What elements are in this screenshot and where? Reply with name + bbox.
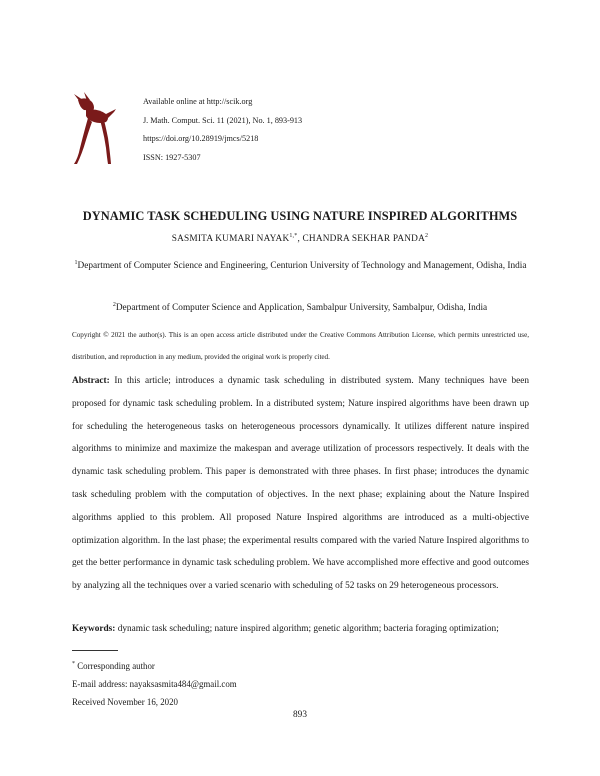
doi-link[interactable]: https://doi.org/10.28919/jmcs/5218 [143, 134, 259, 144]
keywords-label: Keywords: [72, 624, 116, 634]
footnotes [72, 657, 237, 711]
footnote-star: * [72, 661, 75, 668]
author-1-superscript: 1,* [289, 232, 298, 239]
issn: ISSN: 1927-5307 [143, 153, 201, 163]
author-line [0, 234, 600, 244]
paper-title: DYNAMIC TASK SCHEDULING USING NATURE INSPIRED ALGORITHMS [82, 209, 518, 223]
journal-meta [143, 93, 302, 168]
author-1: SASMITA KUMARI NAYAK [171, 234, 290, 244]
abstract-text: In this article; introduces a dynamic task scheduling in distributed system. Many techniques have been proposed for dynamic task scheduling problem. In a distributed system; Nature inspired algorithms have been drawn up for scheduling the heterogeneous tasks on heterogeneous processors dynamically. It utilizes different nature inspired algorithms to minimize and maximize the makespan and average utilization of processors respectively. It deals with the dynamic task scheduling problem. This paper is demonstrated with three phases. In first phase; introduces the dynamic task scheduling problem with the computation of objectives. In the next phase; explaining about the Nature Inspired algorithms applied to this problem. All proposed Nature Inspired algorithms are introduced as a multi-objective optimization algorithm. In the last phase; the experimental results compared with the varied Nature Inspired algorithms to get the better performance in dynamic task scheduling problem. We have accomplished more effective and good outcomes by analyzing all the techniques over a varied scenario with scheduling of 52 tasks on 29 heterogeneous processors. [72, 376, 529, 592]
copyright-notice: Copyright © 2021 the author(s). This is an open access article distributed under the Creative Commons Attribution License, which permits unrestricted use, distribution, and reproduction in any medium, provided the original work is properly cited. [72, 331, 529, 361]
keywords [72, 624, 542, 634]
affiliation-2-text: Department of Computer Science and Application, Sambalpur University, Sambalpur, Odisha, India [115, 303, 488, 313]
author-2-superscript: 2 [425, 232, 429, 239]
footnote-divider [72, 650, 118, 651]
availability-line[interactable]: Available online at http://scik.org [143, 97, 253, 106]
email-address[interactable]: E-mail address: nayaksasmita484@gmail.com [72, 679, 237, 689]
affiliation-1 [72, 255, 529, 277]
abstract-label: Abstract: [72, 376, 110, 386]
affiliation-1-marker: 1 [74, 259, 78, 266]
corresponding-author-text: Corresponding author [75, 661, 155, 671]
received-date: Received November 16, 2020 [72, 697, 178, 707]
affiliation-1-text: Department of Computer Science and Engineering, Centurion University of Technology and Management, Odisha, India [77, 261, 527, 271]
keywords-text: dynamic task scheduling; nature inspired algorithm; genetic algorithm; bacteria foraging optimization; [115, 624, 499, 634]
affiliation-2 [0, 303, 600, 313]
journal-logo-icon [62, 88, 120, 166]
abstract [72, 370, 529, 598]
affiliation-2-marker: 2 [112, 301, 116, 308]
author-separator: , [297, 234, 303, 244]
author-2: CHANDRA SEKHAR PANDA [302, 234, 426, 244]
journal-citation: J. Math. Comput. Sci. 11 (2021), No. 1, 893-913 [143, 115, 303, 125]
corresponding-author-note [72, 657, 237, 675]
page-number: 893 [293, 710, 307, 720]
